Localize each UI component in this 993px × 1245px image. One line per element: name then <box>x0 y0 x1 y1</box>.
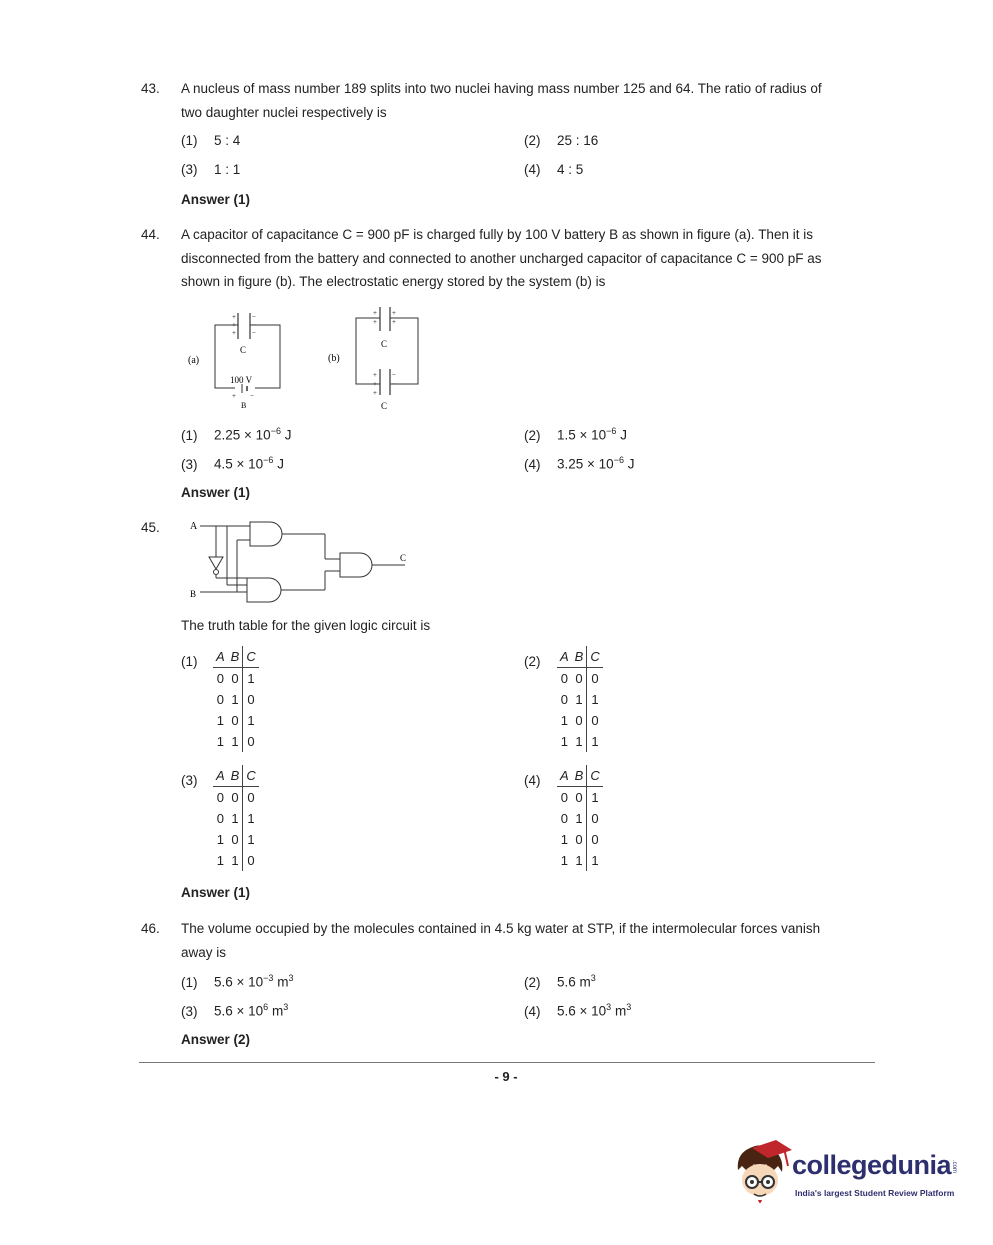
table-row: 1 0 0 <box>557 829 603 850</box>
svg-text:+: + <box>392 309 396 317</box>
q46-option-3: (3) $5.6 \times 10^6$ $m^3$ <box>181 1002 289 1019</box>
q45-answer: Answer (1) <box>181 885 251 900</box>
and-gate-3 <box>340 553 372 577</box>
truth-table-2: A B C 0 0 0 0 1 1 1 0 0 1 1 1 <box>557 646 603 752</box>
table-row: 0 1 1 <box>213 808 259 829</box>
q44-option-2: (2) $1.5 \times 10^{-6}$ J <box>524 426 627 443</box>
capacitor-figure <box>180 305 440 415</box>
collegedunia-mascot-icon <box>732 1136 794 1208</box>
question-46-text <box>181 917 873 964</box>
q43-option-1: (1) 5 : 4 <box>181 133 241 148</box>
cap-b-bottom-label: C <box>381 401 388 411</box>
svg-text:+: + <box>373 309 377 317</box>
table-row: 1 1 0 <box>213 850 259 871</box>
q46-option-2: (2) 5.6 $m^3$ <box>524 973 596 990</box>
svg-text:+: + <box>232 313 236 321</box>
truth-table-1: A B C 0 0 1 0 1 0 1 0 1 1 1 0 <box>213 646 259 752</box>
battery-label: B <box>241 401 247 410</box>
table-row: 1 1 1 <box>557 731 603 752</box>
footer-divider <box>139 1062 875 1063</box>
cap-b-top-label: C <box>381 339 388 349</box>
q44-answer: Answer (1) <box>181 485 251 500</box>
logic-circuit-diagram <box>185 515 420 610</box>
svg-text:−: − <box>252 313 256 321</box>
table-row: 0 1 1 <box>557 689 603 710</box>
input-b-label: B <box>190 589 197 599</box>
and-gate-1 <box>250 522 282 546</box>
svg-text:−: − <box>392 380 396 388</box>
q45-option-4-label: (4) <box>524 773 541 788</box>
and-gate-2 <box>247 578 281 602</box>
svg-text:+: + <box>232 329 236 337</box>
table-row: 0 0 1 <box>213 668 259 690</box>
table-row: 0 0 0 <box>213 787 259 809</box>
figure-a-label: (a) <box>188 355 200 366</box>
question-43-line2: two daughter nuclei respectively is <box>181 104 387 120</box>
table-row: 0 1 0 <box>557 808 603 829</box>
logo-wordmark: collegedunia <box>792 1150 952 1180</box>
question-46-line2: away is <box>181 944 227 960</box>
svg-text:+: + <box>373 389 377 397</box>
q46-option-4: (4) $5.6 \times 10^3$ $m^3$ <box>524 1002 632 1019</box>
table-row: 0 0 1 <box>557 787 603 809</box>
question-43-number: 43. <box>141 81 160 96</box>
input-a-label: A <box>190 521 198 532</box>
q44-option-1: (1) $2.25 \times 10^{-6}$ J <box>181 426 292 443</box>
table-row: 1 0 0 <box>557 710 603 731</box>
svg-text:−: − <box>252 329 256 337</box>
q43-option-4: (4) 4 : 5 <box>524 162 584 177</box>
table-row: 1 1 1 <box>557 850 603 871</box>
table-row: 1 0 1 <box>213 710 259 731</box>
question-44-text <box>181 223 873 294</box>
svg-text:−: − <box>250 392 254 400</box>
logo-com: .com <box>951 1160 957 1174</box>
question-44-number: 44. <box>141 227 160 242</box>
svg-text:−: − <box>252 321 256 329</box>
logo-tagline: India's largest Student Review Platform <box>795 1188 955 1198</box>
table-row: 0 0 0 <box>557 668 603 690</box>
svg-text:+: + <box>232 321 236 329</box>
question-44-line2: disconnected from the battery and connected to another uncharged capacitor of capacitance C = 900 pF as <box>181 250 822 266</box>
table-row: 1 0 1 <box>213 829 259 850</box>
question-44-line1: A capacitor of capacitance C = 900 pF is charged fully by 100 V battery B as shown in figure (a). Then it is <box>181 227 813 242</box>
truth-table-3: A B C 0 0 0 0 1 1 1 0 1 1 1 0 <box>213 765 259 871</box>
cap-a-label: C <box>240 345 247 355</box>
q43-option-2: (2) 25 : 16 <box>524 133 599 148</box>
q44-option-3: (3) $4.5 \times 10^{-6}$ J <box>181 455 284 472</box>
question-44-line3: shown in figure (b). The electrostatic energy stored by the system (b) is <box>181 274 606 289</box>
svg-text:+: + <box>392 318 396 326</box>
svg-text:+: + <box>232 392 236 400</box>
svg-text:−: − <box>392 371 396 379</box>
table-row: 0 1 0 <box>213 689 259 710</box>
svg-text:+: + <box>373 318 377 326</box>
table-row: 1 1 0 <box>213 731 259 752</box>
q45-option-2-label: (2) <box>524 654 541 669</box>
question-45-text: The truth table for the given logic circuit is <box>181 618 431 633</box>
q46-option-1: (1) $5.6 \times 10^{-3}$ $m^3$ <box>181 973 294 990</box>
question-46-line1: The volume occupied by the molecules contained in 4.5 kg water at STP, if the intermolecular forces vanish <box>181 921 821 936</box>
not-gate <box>209 557 223 569</box>
q43-answer: Answer (1) <box>181 192 251 207</box>
question-43-line1: A nucleus of mass number 189 splits into two nuclei having mass number 125 and 64. The ratio of radius of <box>181 81 822 96</box>
q46-answer: Answer (2) <box>181 1032 251 1047</box>
question-45-number: 45. <box>141 520 160 535</box>
truth-table-4: A B C 0 0 1 0 1 0 1 0 0 1 1 1 <box>557 765 603 871</box>
page-number: - 9 - <box>494 1069 518 1084</box>
q44-option-4: (4) $3.25 \times 10^{-6}$ J <box>524 455 635 472</box>
figure-b-label: (b) <box>328 353 340 364</box>
output-c-label: C <box>400 553 407 563</box>
question-43-text <box>181 77 873 124</box>
svg-text:+: + <box>373 380 377 388</box>
q45-option-3-label: (3) <box>181 773 198 788</box>
q45-option-1-label: (1) <box>181 654 198 669</box>
q43-option-3: (3) 1 : 1 <box>181 162 241 177</box>
svg-text:+: + <box>373 371 377 379</box>
battery-voltage-label: 100 V <box>230 375 253 385</box>
question-46-number: 46. <box>141 921 160 936</box>
